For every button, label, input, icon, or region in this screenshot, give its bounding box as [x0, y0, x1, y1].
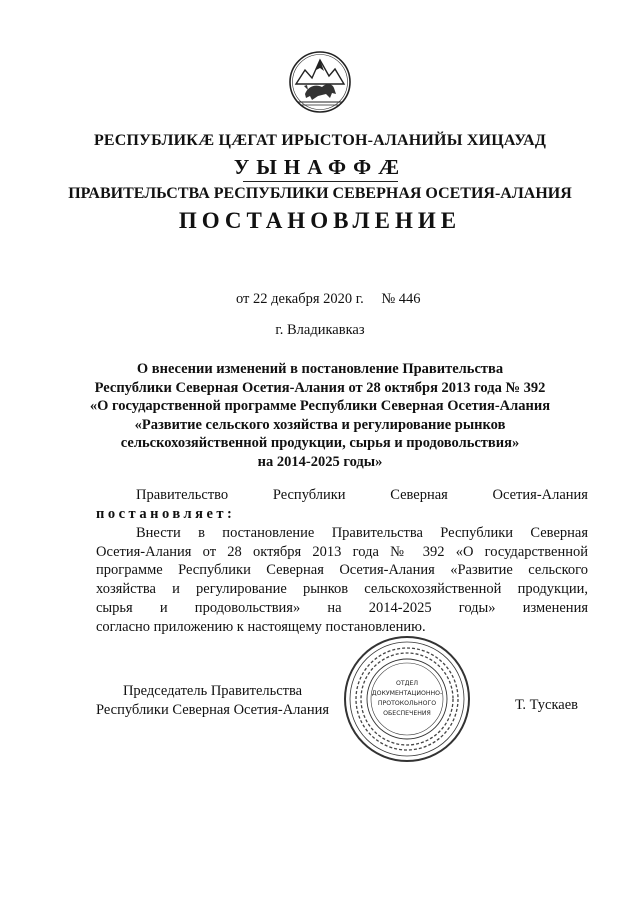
official-seal-stamp: [342, 634, 472, 764]
preamble-word: Северная: [390, 487, 448, 503]
paragraph-line: Осетия-Алания от 28 октября 2013 года № 392 «О государственной: [96, 543, 588, 560]
resolves-word: постановляет:: [96, 506, 236, 522]
preamble-word: Правительство: [136, 487, 229, 503]
stamp-text-line: ОБЕСПЕЧЕНИЯ: [383, 710, 431, 717]
date-line: [236, 291, 421, 308]
position-line: Председатель Правительства: [122, 683, 303, 699]
signatory-name-text: Т. Тускаев: [515, 697, 579, 713]
operative-paragraph: [96, 524, 588, 636]
stamp-text-line: ДОКУМЕНТАЦИОННО-: [371, 690, 443, 697]
resolution-heading: ПОСТАНОВЛЕНИЕ: [178, 208, 462, 233]
paragraph-line: хозяйства и регулирование рынков сельскохозяйственной продукции,: [96, 581, 588, 598]
signatory-position: [96, 682, 329, 720]
coat-of-arms-emblem: [288, 50, 352, 114]
paragraph-line: Внести в постановление Правительства Республики Северная: [136, 525, 588, 541]
signatory-name: [515, 697, 578, 714]
position-line: Республики Северная Осетия-Алания: [96, 702, 330, 718]
document-date: от 22 декабря 2020 г.: [236, 291, 364, 307]
city-line: г. Владикавказ: [275, 322, 365, 338]
stamp-text-line: ПРОТОКОЛЬНОГО: [377, 700, 437, 707]
title-line: «О государственной программе Республики Северная Осетия-Алания: [89, 398, 551, 415]
title-line: О внесении изменений в постановление Правительства: [136, 361, 504, 377]
stamp-text-line: ОТДЕЛ: [395, 680, 419, 687]
preamble-line: [96, 486, 588, 505]
document-number: № 446: [381, 291, 421, 307]
title-line: сельскохозяйственной продукции, сырья и продовольствия»: [120, 435, 520, 452]
title-line: Республики Северная Осетия-Алания от 28 октября 2013 года № 392: [94, 379, 546, 396]
paragraph-line: сырья и продовольствия» на 2014-2025 годы» изменения: [96, 599, 588, 616]
resolution-title: [70, 360, 570, 472]
title-line: «Развитие сельского хозяйства и регулирование рынков: [134, 416, 506, 433]
header-divider: [243, 181, 398, 182]
government-heading: ПРАВИТЕЛЬСТВА РЕСПУБЛИКИ СЕВЕРНАЯ ОСЕТИЯ-АЛАНИЯ: [68, 185, 572, 202]
title-line: на 2014-2025 годы»: [257, 453, 383, 470]
ossetian-republic-heading: РЕСПУБЛИКÆ ЦÆГАТ ИРЫСТОН-АЛАНИЙЫ ХИЦАУАД: [93, 132, 547, 149]
paragraph-line: согласно приложению к настоящему постановлению.: [96, 618, 426, 635]
preamble-word: Осетия-Алания: [492, 487, 588, 503]
ossetian-decree-heading: УЫНАФФÆ: [233, 155, 407, 179]
preamble-word: Республики: [272, 487, 346, 503]
paragraph-line: программе Республики Северная Осетия-Алания «Развитие сельского: [96, 562, 588, 579]
